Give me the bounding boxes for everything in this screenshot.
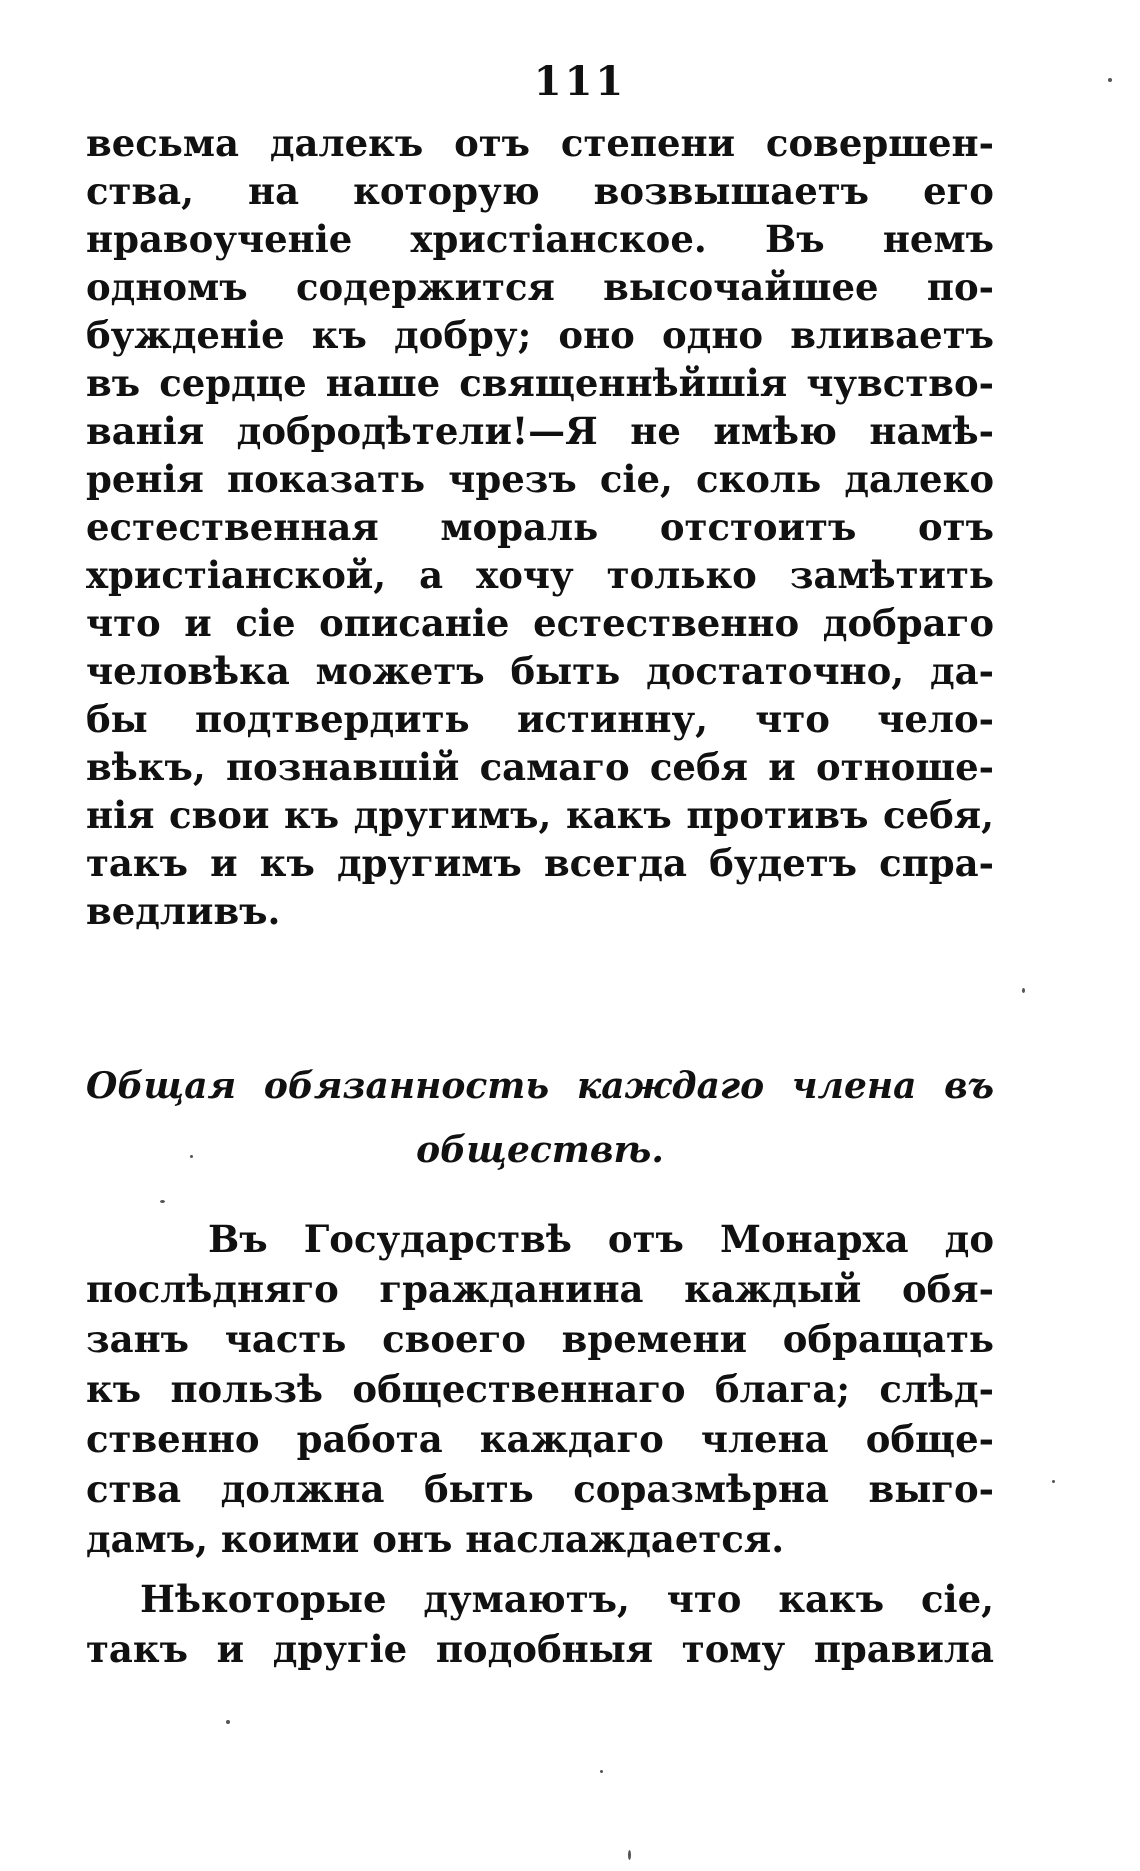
- text-line: нія свои къ другимъ, какъ противъ себя,: [86, 793, 994, 837]
- section-heading: Общая обязанность каждаго члена въ: [86, 1065, 994, 1107]
- text-line: весьма далекъ отъ степени совершен-: [86, 121, 994, 165]
- text-line: Нѣкоторые думаютъ, что какъ сіе,: [140, 1577, 994, 1621]
- text-line: въ сердце наше священнѣйшія чувство-: [86, 361, 994, 405]
- text-line: естественная мораль отстоитъ отъ: [86, 505, 994, 549]
- text-line: ства, на которую возвышаетъ его: [86, 169, 994, 213]
- scan-speck: [190, 1155, 193, 1158]
- scan-speck: [628, 1850, 631, 1860]
- scan-speck: [226, 1720, 230, 1724]
- text-line: дамъ, коими онъ наслаждается.: [86, 1517, 785, 1561]
- scan-speck: [160, 1200, 165, 1203]
- text-line: ренія показать чрезъ сіе, сколь далеко: [86, 457, 994, 501]
- text-line: христіанской, а хочу только замѣтить: [86, 553, 994, 597]
- text-line: послѣдняго гражданина каждый обя-: [86, 1267, 994, 1311]
- text-line: ства должна быть соразмѣрна выго-: [86, 1467, 994, 1511]
- text-line: такъ и къ другимъ всегда будетъ спра-: [86, 841, 994, 885]
- scan-speck: [600, 1770, 603, 1773]
- text-line: что и сіе описаніе естественно добраго: [86, 601, 994, 645]
- text-line: къ пользѣ общественнаго блага; слѣд-: [86, 1367, 994, 1411]
- text-line: такъ и другіе подобныя тому правила: [86, 1627, 994, 1671]
- text-line: бы подтвердить истинну, что чело-: [86, 697, 994, 741]
- text-line: ственно работа каждаго члена обще-: [86, 1417, 994, 1461]
- scan-speck: [1022, 988, 1025, 993]
- text-line: ведливъ.: [86, 889, 281, 933]
- text-line: занъ часть своего времени обращать: [86, 1317, 994, 1361]
- text-line: человѣка можетъ быть достаточно, да-: [86, 649, 994, 693]
- scan-speck: [1052, 1480, 1055, 1483]
- text-line: ванія добродѣтели!—Я не имѣю намѣ-: [86, 409, 994, 453]
- page-number: 111: [533, 58, 627, 105]
- section-heading-continued: обществѣ.: [416, 1129, 664, 1171]
- text-line: бужденіе къ добру; оно одно вливаетъ: [86, 313, 994, 357]
- text-line: вѣкъ, познавшій самаго себя и отноше-: [86, 745, 994, 789]
- scan-speck: [1108, 78, 1112, 82]
- text-line: нравоученіе христіанское. Въ немъ: [86, 217, 994, 261]
- text-line: Въ Государствѣ отъ Монарха до: [208, 1217, 994, 1261]
- text-line: одномъ содержится высочайшее по-: [86, 265, 994, 309]
